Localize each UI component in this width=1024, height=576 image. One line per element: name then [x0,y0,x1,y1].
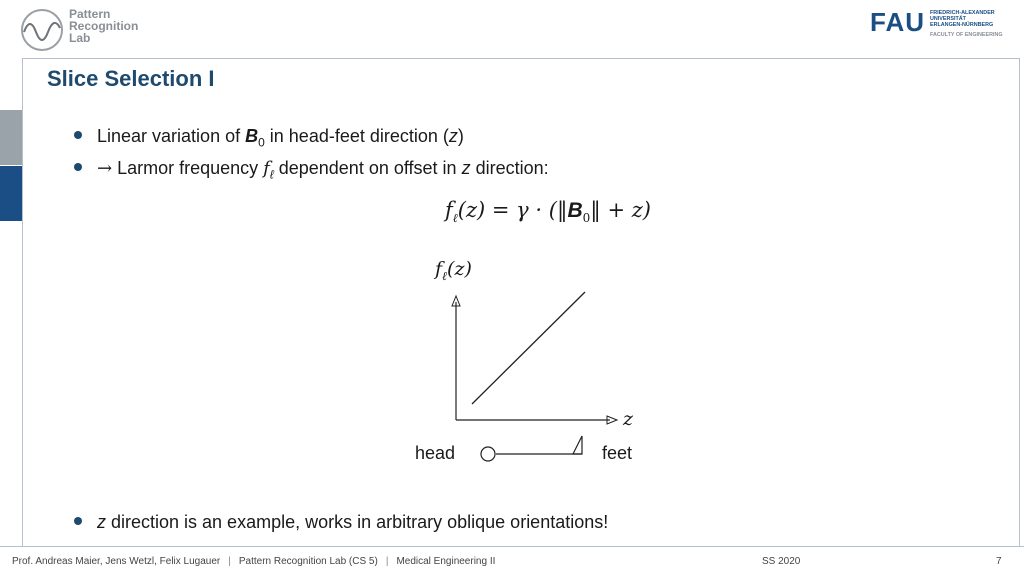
slide-title: Slice Selection I [47,66,215,91]
head-circle-icon [481,447,495,461]
fau-logo [870,7,1003,38]
bullet-dot [74,517,82,525]
page-number: 7 [996,556,1002,567]
footer-divider [0,546,1024,547]
footer-lab: Pattern Recognition Lab (CS 5) [238,556,378,567]
feet-label: feet [602,443,633,463]
pattern-recognition-lab-logo [20,8,138,52]
lab-logo-line-1: Pattern [69,7,111,21]
bullet-2: → Larmor frequency $f_\ell$ dependent on offset in z direction: [74,158,549,182]
lab-logo-line-3: Lab [69,31,91,45]
title-divider [22,58,1020,59]
right-arrow-icon: → [97,158,113,179]
bullet-1: Linear variation of $B_0$ in head-feet direction (z) [74,126,464,150]
larmor-formula: $f_\ell(z) = \gamma$ · $(‖B_0‖ + z)$ [445,198,651,226]
frame-right-border [1019,58,1020,546]
fau-sub-line-2: UNIVERSITÄT [930,16,966,23]
lab-logo-icon [20,8,64,52]
footer-course: Medical Engineering II [396,556,496,567]
bullet-dot [74,163,82,171]
header [0,0,1024,60]
footer: Prof. Andreas Maier, Jens Wetzl, Felix Lugauer | Pattern Recognition Lab (CS 5) | Medical Engineering II [12,556,496,567]
lab-logo-line-2: Recognition [69,19,139,33]
fau-faculty: FACULTY OF ENGINEERING [930,31,1003,38]
frame-left-border [22,58,23,546]
fau-sub-line-3: ERLANGEN-NÜRNBERG [930,22,994,29]
feet-wedge-icon [573,436,582,454]
fau-wordmark: FAU [870,7,925,37]
footer-authors: Prof. Andreas Maier, Jens Wetzl, Felix Lugauer [12,556,221,567]
bullet-3: z direction is an example, works in arbitrary oblique orientations! [74,512,608,533]
gradient-diagram-svg [410,258,650,470]
footer-semester: SS 2020 [762,556,801,567]
bullet-dot [74,131,82,139]
fau-sub-line-1: FRIEDRICH-ALEXANDER [930,10,995,16]
x-axis-label: z [623,408,634,430]
side-marker-grey [0,110,22,165]
y-axis-label: $f_\ell(z)$ [435,258,472,283]
frequency-line [472,292,585,404]
gradient-diagram [410,258,650,470]
head-label: head [415,443,456,463]
side-marker-blue [0,166,22,221]
